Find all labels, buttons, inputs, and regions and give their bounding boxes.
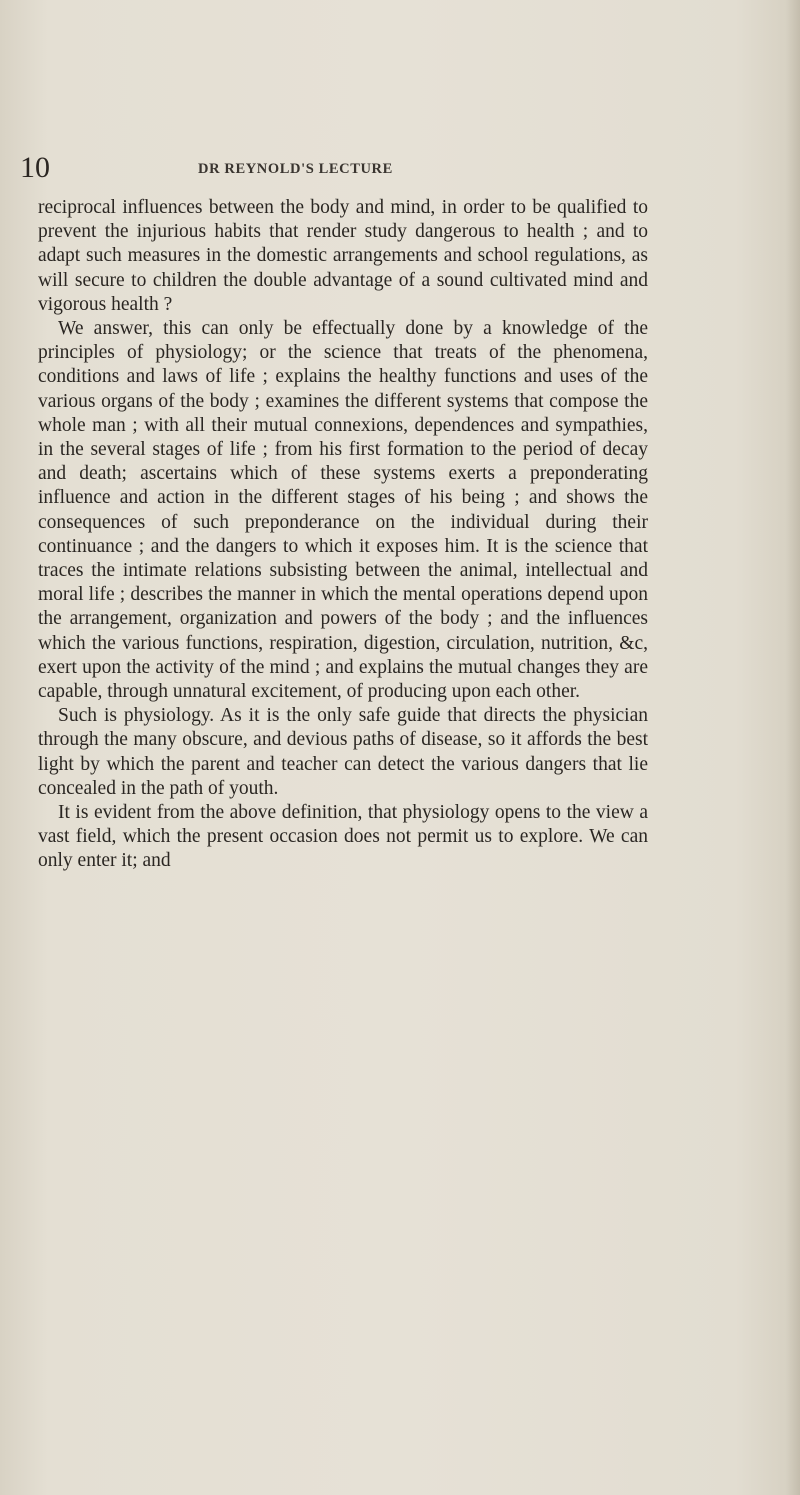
body-text bbox=[38, 196, 648, 874]
page-number: 10 bbox=[20, 151, 50, 184]
paragraph-answer: We answer, this can only be effectually done by a knowledge of the principles of physiology; or the science that treats of the phenomena, conditions and laws of life ; explains the healthy functions and uses of the various organs of the body ; examines the different systems that compose the whole man ; with all their mutual connexions, dependences and sympathies, in the several stages of life ; from his first formation to the period of decay and death; ascertains which of these systems exerts a preponderating influence and action in the different stages of his being ; and shows the consequences of such preponderance on the individual during their continuance ; and the dangers to which it exposes him. It is the science that traces the intimate relations subsisting between the animal, intellectual and moral life ; describes the manner in which the mental operations depend upon the arrangement, organization and powers of the body ; and the influences which the various functions, respiration, digestion, circulation, nutrition, &c, exert upon the activity of the mind ; and explains the mutual changes they are capable, through unnatural excitement, of producing upon each other. bbox=[38, 318, 648, 703]
running-head bbox=[20, 148, 780, 188]
page-edge-shadow bbox=[786, 0, 800, 1495]
paragraph-continued: reciprocal influences between the body and mind, in order to be qualified to prevent the injurious habits that render study dangerous to health ; and to adapt such measures in the domestic arrangements and school regulations, as will secure to children the double advantage of a sound cultivated mind and vigorous health ? bbox=[38, 197, 648, 315]
paragraph-such-is-physiology: Such is physiology. As it is the only safe guide that directs the physician through the many obscure, and devious paths of disease, so it affords the best light by which the parent and teacher can detect the various dangers that lie concealed in the path of youth. bbox=[38, 705, 648, 799]
running-title: DR REYNOLD'S LECTURE bbox=[198, 161, 393, 177]
paragraph-evident: It is evident from the above definition, that physiology opens to the view a vast field, which the present occasion does not permit us to explore. We can only enter it; and bbox=[38, 802, 648, 872]
